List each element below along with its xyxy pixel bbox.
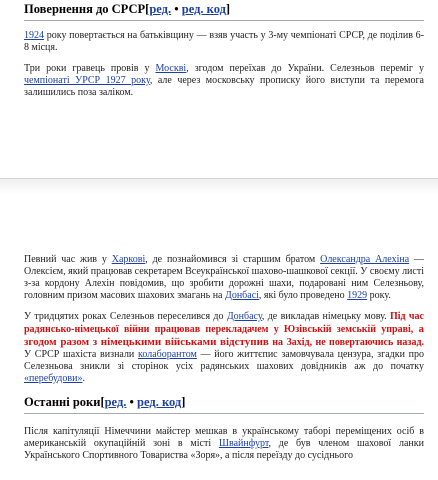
edit-link-last-years[interactable]: ред. — [104, 395, 127, 409]
section-biography-continued — [24, 254, 424, 462]
section-heading-return: Повернення до СРСР[ред. • ред. код] — [24, 2, 424, 21]
edit-link[interactable]: ред. — [149, 2, 172, 16]
link-collaborator[interactable]: колаборантом — [137, 349, 197, 360]
edit-separator: • — [174, 2, 179, 16]
highlighted-text-west: на Захід, не повертаючись назад. — [268, 337, 425, 348]
link-schweinfurt[interactable]: Швайнфурт — [218, 438, 269, 449]
link-ussr-championship-1927[interactable]: чемпіонаті УРСР 1927 року — [24, 75, 150, 86]
edit-code-link-last-years[interactable]: ред. код — [137, 395, 182, 409]
link-kharkiv[interactable]: Харкові — [111, 254, 146, 265]
paragraph-capitulation: Після капітуляції Німеччини майстер мешкав в українському таборі переміщених осіб в американській окупаційній зоні в місті Швайнфурт, де був членом шахової ланки Українського Спортивного Товариства «Зоря», а після переїзду до сусіднього — [24, 426, 424, 461]
edit-separator-last-years: • — [129, 395, 134, 409]
heading-title-last-years: Останні роки — [24, 395, 101, 409]
highlighted-text-retreat: а згодом разом з німецькими військами відступив — [24, 323, 424, 348]
link-alekhine[interactable]: Олександра Алехіна — [320, 254, 410, 265]
edit-code-link[interactable]: ред. код — [181, 2, 226, 16]
link-1924[interactable]: 1924 — [24, 30, 44, 41]
paragraph-three-years: Три роки гравець провів у Москві, згодом переїхав до України. Селезньов переміг у чемпіонаті УРСР 1927 року, але через московську прописку його виступи та перемога залишились поза заліком. — [24, 63, 424, 98]
link-donbas[interactable]: Донбасі — [225, 290, 259, 301]
highlighted-text-translator: Під час радянсько-німецької війни працював перекладачем у Юзівській земській управі, — [24, 311, 424, 335]
paragraph-thirties: У тридцятих роках Селезньов переселився до Донбасу, де викладав німецьку мову. Під час радянсько-німецької війни працював перекладачем у Юзівській земській управі, а згодом разом з німецькими військами відступив на Захід, не повертаючись назад. У СРСР шахіста визнали колаборантом — його життєпис замовчувала цензура, згадки про Селезньова зникли зі сторінок усіх радянських шахових довідників аж до початку «перебудови». — [24, 311, 425, 384]
heading-title: Повернення до СРСР — [24, 2, 146, 16]
page-break — [0, 178, 438, 195]
link-donbas-2[interactable]: Донбасу — [226, 311, 262, 322]
link-perestroika[interactable]: «перебудови» — [24, 373, 83, 384]
page-top — [0, 0, 438, 178]
section-return-to-ussr — [24, 2, 424, 99]
paragraph-1924: 1924 року повертається на батьківщину — взяв участь у 3-му чемпіонаті СРСР, де поділив 6-8 місця. — [24, 30, 424, 53]
link-moscow[interactable]: Москві — [155, 63, 187, 74]
link-1929[interactable]: 1929 — [347, 290, 368, 301]
paragraph-kharkiv: Певний час жив у Харкові, де познайомився зі старшим братом Олександра Алехіна — Олексієм, який працював секретарем Всеукраїнської шахово-шашкової секції. У своєму листі з-за кордону Алехін повідомив, що зробити дорожні шахи, подаровані ним Селезньову, головним призом масових шахових змагань на Донбасі, які було проведено 1929 року. — [24, 254, 425, 301]
page-bottom — [0, 194, 438, 480]
section-heading-last-years: Останні роки[ред. • ред. код] — [24, 395, 424, 414]
